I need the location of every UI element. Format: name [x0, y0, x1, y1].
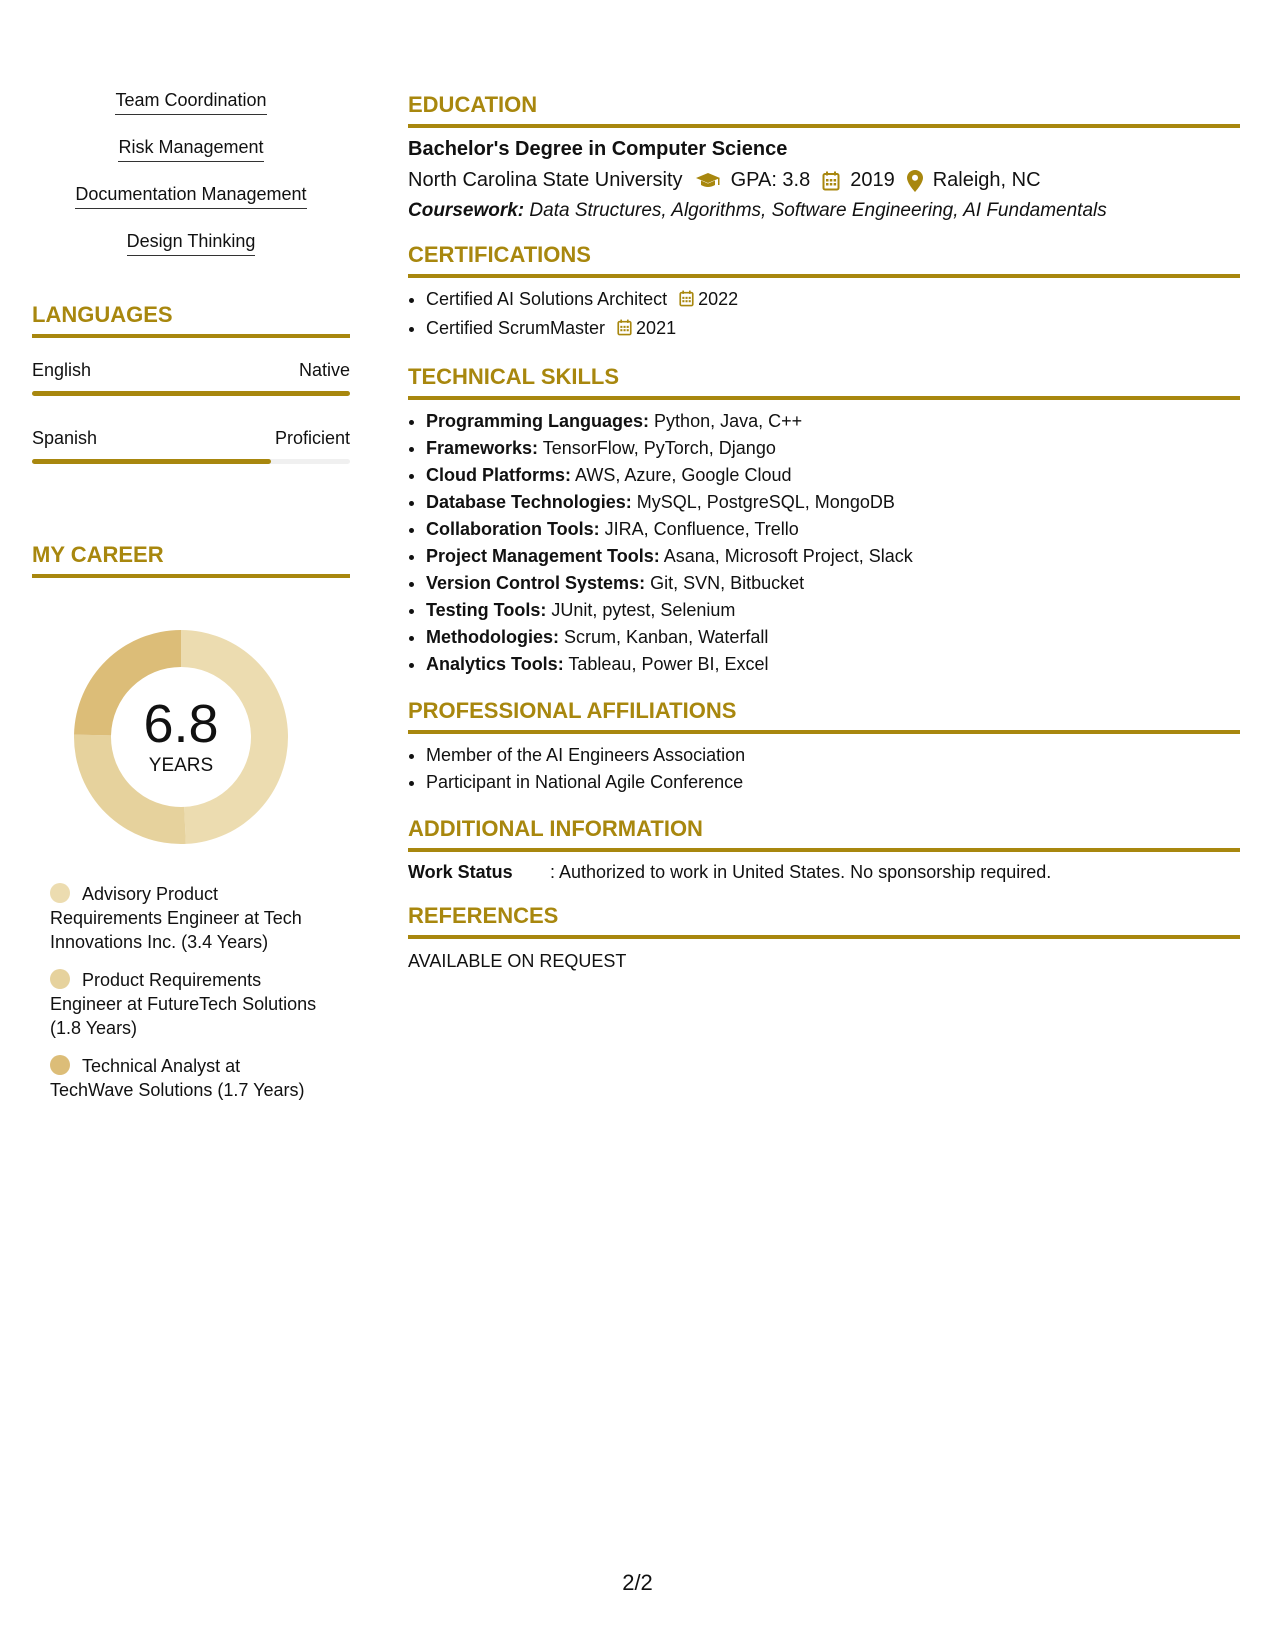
affiliations-section	[408, 698, 1240, 796]
references-text: AVAILABLE ON REQUEST	[408, 951, 627, 971]
legend-dot	[50, 1055, 70, 1075]
certification-item	[426, 315, 1240, 344]
skill-category: Frameworks:	[426, 438, 539, 458]
technical-skill-item	[426, 489, 1240, 516]
degree-title: Bachelor's Degree in Computer Science	[408, 138, 788, 160]
technical-skill-item	[426, 570, 1240, 597]
technical-skill-item	[426, 516, 1240, 543]
legend-dot	[50, 969, 70, 989]
education-section	[408, 92, 1240, 222]
language-bar	[32, 459, 350, 464]
school-name: North Carolina State University	[408, 169, 683, 191]
coursework-label: Coursework:	[408, 200, 525, 221]
career-donut-chart	[66, 622, 296, 852]
calendar-icon	[679, 288, 694, 315]
work-status-label: Work Status	[408, 862, 513, 882]
additional-info-heading: ADDITIONAL INFORMATION	[408, 816, 1240, 852]
skill-values: MySQL, PostgreSQL, MongoDB	[636, 492, 895, 512]
education-details	[408, 169, 1240, 192]
skill-values: Asana, Microsoft Project, Slack	[663, 546, 913, 566]
career-legend	[32, 882, 350, 1102]
affiliations-list	[408, 742, 1240, 796]
skill-values: JIRA, Confluence, Trello	[604, 519, 799, 539]
certifications-list	[408, 286, 1240, 344]
legend-item	[50, 1054, 320, 1102]
skill-tag: Documentation Management	[75, 184, 306, 209]
affiliations-heading: PROFESSIONAL AFFILIATIONS	[408, 698, 1240, 734]
languages-heading: LANGUAGES	[32, 302, 350, 338]
calendar-icon	[822, 171, 840, 191]
technical-skill-item	[426, 435, 1240, 462]
language-level: Proficient	[274, 428, 350, 448]
coursework-list: Data Structures, Algorithms, Software Engineering, AI Fundamentals	[529, 200, 1107, 221]
skill-category: Testing Tools:	[426, 600, 547, 620]
legend-label: Technical Analyst at TechWave Solutions (1.7 Years)	[50, 1056, 305, 1100]
skill-category: Methodologies:	[426, 627, 559, 647]
technical-skills-section	[408, 364, 1240, 678]
sidebar	[32, 80, 350, 1116]
legend-item	[50, 882, 320, 954]
language-bar-fill	[32, 459, 271, 464]
references-section	[408, 903, 1240, 972]
calendar-icon	[617, 317, 632, 344]
graduation-year: 2019	[850, 169, 895, 191]
work-status-value: : Authorized to work in United States. No sponsorship required.	[550, 862, 1052, 882]
technical-skill-item	[426, 408, 1240, 435]
language-bar-fill	[32, 391, 350, 396]
certifications-section	[408, 242, 1240, 344]
skill-category: Project Management Tools:	[426, 546, 660, 566]
graduation-cap-icon	[695, 172, 721, 190]
affiliation-item: • Member of the AI Engineers Association	[426, 742, 1240, 769]
skill-values: AWS, Azure, Google Cloud	[575, 465, 792, 485]
work-status-row	[408, 862, 1240, 883]
skill-values: Scrum, Kanban, Waterfall	[564, 627, 769, 647]
school-location: Raleigh, NC	[932, 169, 1041, 191]
skill-tag: Risk Management	[118, 137, 263, 162]
page-number: 2/2	[622, 1570, 653, 1595]
technical-skill-item	[426, 624, 1240, 651]
references-heading: REFERENCES	[408, 903, 1240, 939]
technical-skill-item	[426, 651, 1240, 678]
language-level: Native	[298, 360, 350, 380]
career-section	[32, 542, 350, 1102]
technical-skills-list	[408, 408, 1240, 678]
certification-item	[426, 286, 1240, 315]
technical-skills-heading: TECHNICAL SKILLS	[408, 364, 1240, 400]
gpa: GPA: 3.8	[730, 169, 811, 191]
additional-info-section	[408, 816, 1240, 883]
certification-year: 2022	[698, 289, 739, 309]
coursework	[408, 200, 1240, 222]
technical-skill-item	[426, 597, 1240, 624]
career-total: 6.8	[143, 694, 219, 754]
certifications-heading: CERTIFICATIONS	[408, 242, 1240, 278]
main-column	[408, 92, 1240, 992]
certification-year: 2021	[636, 318, 677, 338]
skill-category: Programming Languages:	[426, 411, 650, 431]
skill-values: TensorFlow, PyTorch, Django	[542, 438, 776, 458]
skill-values: Tableau, Power BI, Excel	[568, 654, 769, 674]
skill-category: Database Technologies:	[426, 492, 632, 512]
certification-name: Certified ScrumMaster	[426, 318, 606, 338]
legend-item	[50, 968, 320, 1040]
languages-section	[32, 302, 350, 464]
technical-skill-item	[426, 543, 1240, 570]
skill-category: Version Control Systems:	[426, 573, 646, 593]
career-heading: MY CAREER	[32, 542, 350, 578]
skill-values: Git, SVN, Bitbucket	[650, 573, 805, 593]
skill-tag: Team Coordination	[115, 90, 266, 115]
skills-list	[32, 80, 350, 268]
skill-tag: Design Thinking	[127, 231, 256, 256]
skill-category: Cloud Platforms:	[426, 465, 572, 485]
language-name: English	[32, 360, 92, 380]
affiliation-item: • Participant in National Agile Conference	[426, 769, 1240, 796]
skill-category: Analytics Tools:	[426, 654, 564, 674]
legend-dot	[50, 883, 70, 903]
skill-values: Python, Java, C++	[654, 411, 803, 431]
skill-values: JUnit, pytest, Selenium	[551, 600, 736, 620]
education-heading: EDUCATION	[408, 92, 1240, 128]
skill-category: Collaboration Tools:	[426, 519, 600, 539]
career-unit: YEARS	[148, 755, 214, 776]
legend-label: Product Requirements Engineer at FutureTech Solutions (1.8 Years)	[50, 970, 317, 1038]
location-pin-icon	[907, 170, 923, 192]
language-item	[32, 428, 350, 464]
language-item	[32, 360, 350, 396]
legend-label: Advisory Product Requirements Engineer at Tech Innovations Inc. (3.4 Years)	[50, 884, 302, 952]
technical-skill-item	[426, 462, 1240, 489]
language-bar	[32, 391, 350, 396]
certification-name: Certified AI Solutions Architect	[426, 289, 668, 309]
language-name: Spanish	[32, 428, 98, 448]
